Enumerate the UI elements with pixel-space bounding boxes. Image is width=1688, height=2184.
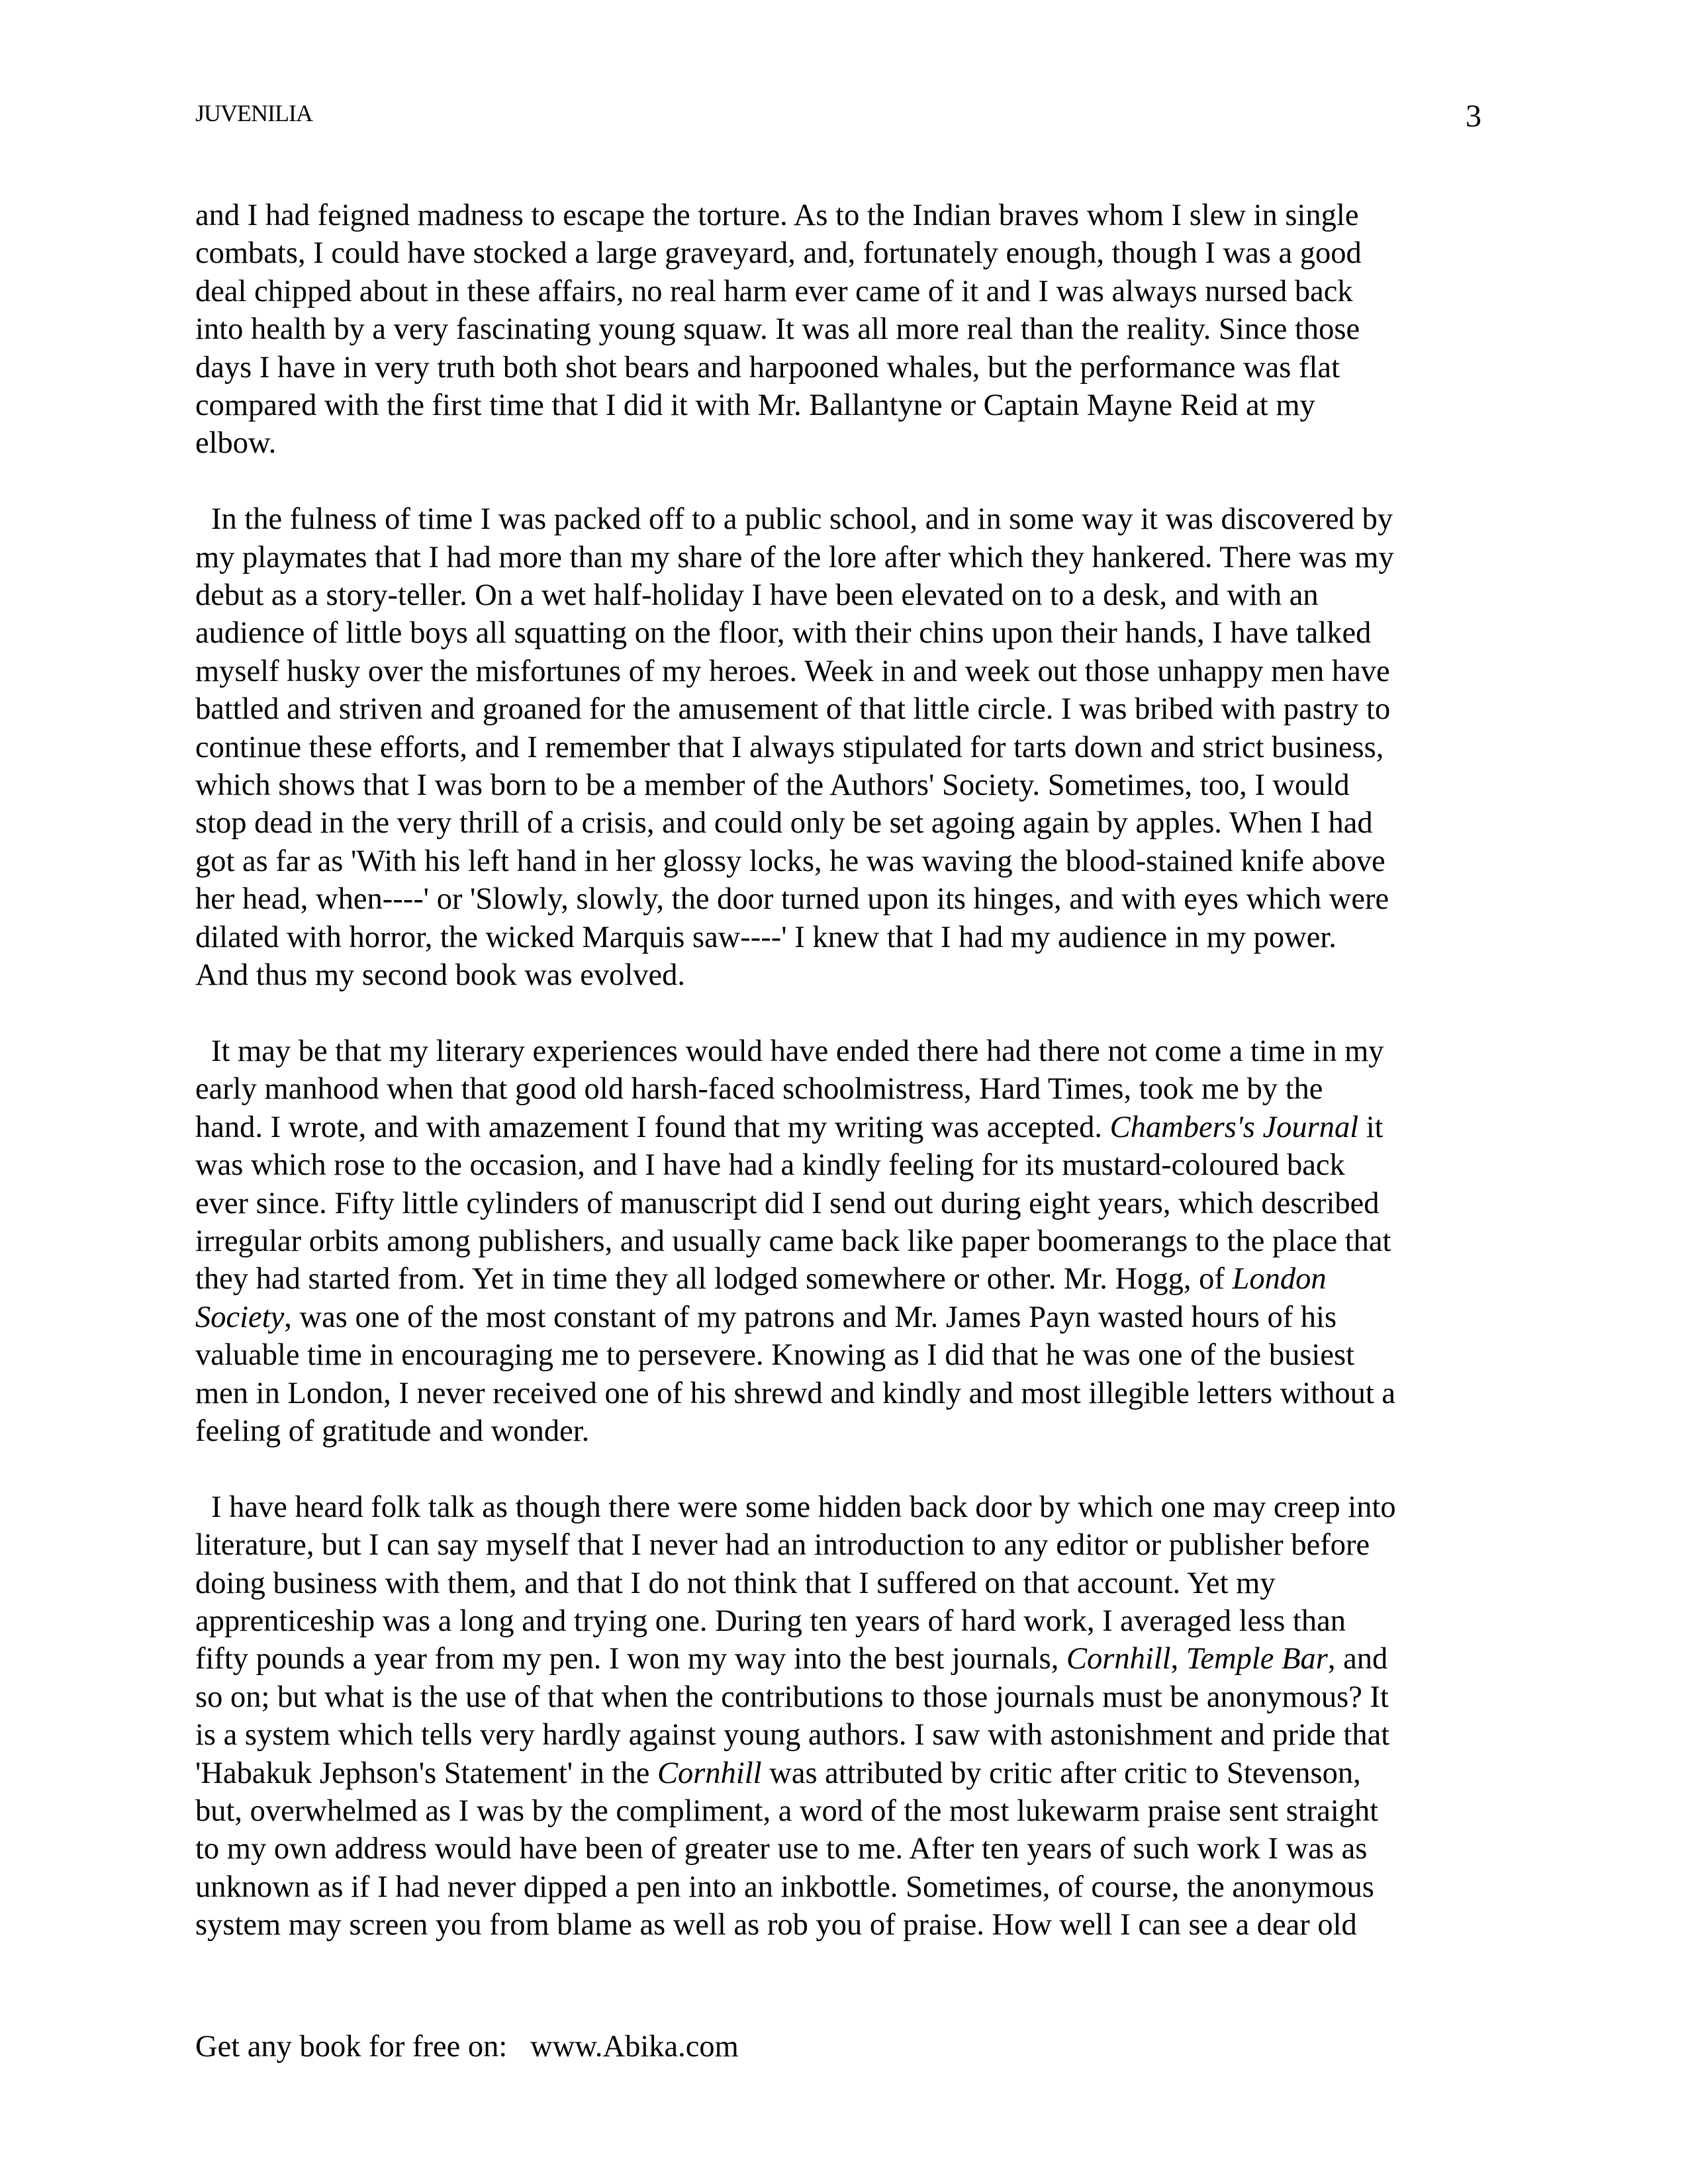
text-line: early manhood when that good old harsh-faced schoolmistress, Hard Times, took me by the [195,1072,1323,1107]
text-segment: it [1358,1110,1383,1144]
text-line [195,1109,1493,1146]
footer-promo: Get any book for free on: www.Abika.com [195,2030,739,2064]
text-line: so on; but what is the use of that when the contributions to those journals must be anonymous? It [195,1680,1389,1714]
text-line: And thus my second book was evolved. [195,958,686,993]
text-line: It may be that my literary experiences would have ended there had there not come a time in my [211,1034,1384,1068]
text-line: debut as a story-teller. On a wet half-holiday I have been elevated on to a desk, and with an [195,578,1319,613]
paragraph-4 [195,1488,1493,1944]
text-line: dilated with horror, the wicked Marquis saw----' I knew that I had my audience in my power. [195,920,1336,954]
text-line: irregular orbits among publishers, and usually came back like paper boomerangs to the place that [195,1224,1391,1258]
italic-title-society: Society [195,1300,285,1334]
text-segment: was attributed by critic after critic to Stevenson, [761,1756,1361,1790]
text-line: deal chipped about in these affairs, no real harm ever came of it and I was always nursed back [195,274,1353,308]
text-line: was which rose to the occasion, and I have had a kindly feeling for its mustard-coloured back [195,1148,1345,1183]
text-line: feeling of gratitude and wonder. [195,1414,590,1448]
text-line: but, overwhelmed as I was by the compliment, a word of the most lukewarm praise sent straight [195,1794,1379,1829]
text-line: unknown as if I had never dipped a pen into an inkbottle. Sometimes, of course, the anonymous [195,1870,1374,1904]
text-line: ever since. Fifty little cylinders of manuscript did I send out during eight years, which described [195,1186,1380,1220]
text-segment: fifty pounds a year from my pen. I won my way into the best journals, [195,1642,1059,1676]
italic-title-temple-bar: Temple Bar [1186,1642,1328,1676]
text-line: audience of little boys all squatting on the floor, with their chins upon their hands, I have talked [195,616,1372,651]
text-line: myself husky over the misfortunes of my heroes. Week in and week out those unhappy men have [195,654,1390,688]
text-segment: 'Habakuk Jephson's Statement' in the [195,1756,650,1790]
text-line: got as far as 'With his left hand in her glossy locks, he was waving the blood-stained knife above [195,844,1385,878]
italic-title-cornhill: Cornhill [1066,1642,1171,1676]
italic-title-london: London [1232,1262,1327,1297]
text-line: which shows that I was born to be a member of the Authors' Society. Sometimes, too, I would [195,768,1350,803]
text-line: In the fulness of time I was packed off to a public school, and in some way it was discovered by [211,502,1393,537]
text-line: valuable time in encouraging me to persevere. Knowing as I did that he was one of the busiest [195,1338,1354,1373]
italic-title-chambers-journal: Chambers's Journal [1109,1110,1359,1144]
text-segment: they had started from. Yet in time they all lodged somewhere or other. Mr. Hogg, of [195,1262,1225,1297]
text-segment: , was one of the most constant of my patrons and Mr. James Payn wasted hours of his [284,1300,1337,1334]
text-line [195,1260,1493,1298]
text-line: to my own address would have been of greater use to me. After ten years of such work I was as [195,1832,1368,1866]
paragraph-2 [195,500,1493,994]
text-line: I have heard folk talk as though there were some hidden back door by which one may creep into [211,1490,1396,1524]
paragraph-3 [195,1032,1493,1450]
body-text [195,197,1493,1982]
text-line [195,1298,1493,1336]
paragraph-1 [195,197,1493,463]
text-line: apprenticeship was a long and trying one. During ten years of hard work, I averaged less than [195,1604,1346,1638]
text-line [195,1640,1493,1678]
text-line: her head, when----' or 'Slowly, slowly, the door turned upon its hinges, and with eyes which were [195,882,1389,917]
running-head-title: JUVENILIA [195,100,312,126]
text-line: is a system which tells very hardly against young authors. I saw with astonishment and pride that [195,1718,1390,1752]
text-line: doing business with them, and that I do not think that I suffered on that account. Yet my [195,1566,1276,1600]
text-line: my playmates that I had more than my share of the lore after which they hankered. There was my [195,540,1394,574]
text-line: elbow. [195,426,277,461]
text-line: stop dead in the very thrill of a crisis, and could only be set agoing again by apples. When I had [195,806,1373,841]
italic-title-cornhill: Cornhill [657,1756,762,1790]
text-line: literature, but I can say myself that I never had an introduction to any editor or publisher before [195,1528,1370,1563]
text-line [195,1754,1493,1792]
text-line: continue these efforts, and I remember that I always stipulated for tarts down and strict business, [195,730,1384,764]
text-line: compared with the first time that I did it with Mr. Ballantyne or Captain Mayne Reid at my [195,388,1315,423]
text-segment: , [1170,1642,1186,1676]
text-line: days I have in very truth both shot bears and harpooned whales, but the performance was flat [195,350,1340,385]
text-line: system may screen you from blame as well as rob you of praise. How well I can see a dear old [195,1908,1357,1942]
text-segment: , and [1327,1642,1388,1676]
text-line: and I had feigned madness to escape the torture. As to the Indian braves whom I slew in single [195,199,1359,232]
text-segment: hand. I wrote, and with amazement I found that my writing was accepted. [195,1110,1103,1144]
text-line: into health by a very fascinating young squaw. It was all more real than the reality. Since those [195,312,1360,347]
text-line: combats, I could have stocked a large graveyard, and, fortunately enough, though I was a good [195,236,1362,271]
page-number: 3 [1466,99,1481,134]
text-line: battled and striven and groaned for the amusement of that little circle. I was bribed with pastry to [195,692,1391,727]
text-line: men in London, I never received one of his shrewd and kindly and most illegible letters without a [195,1376,1396,1410]
